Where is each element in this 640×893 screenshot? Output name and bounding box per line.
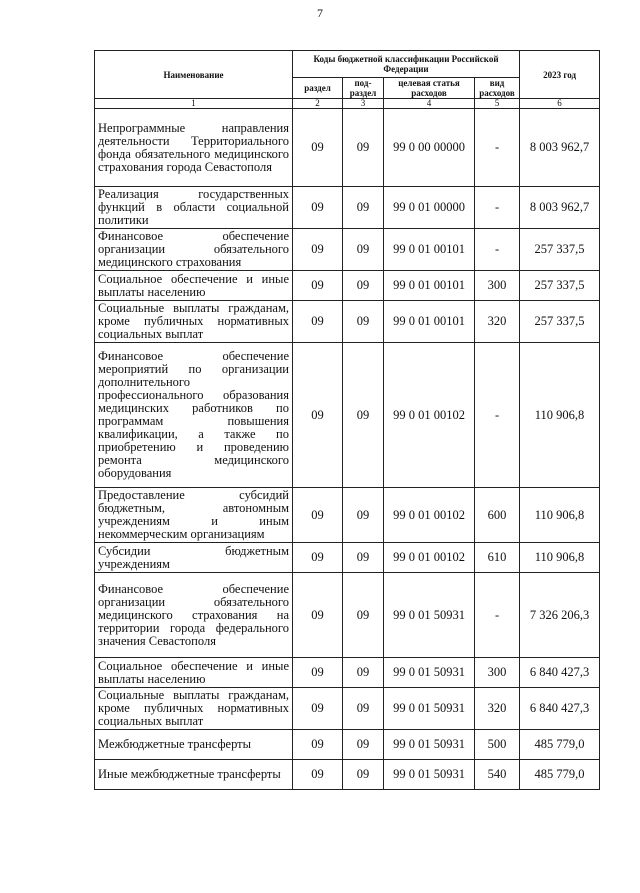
row-vid: 320 [475,301,520,343]
row-cel-statya: 99 0 01 50931 [384,573,475,658]
row-podrazdel: 09 [343,760,384,790]
row-podrazdel: 09 [343,543,384,573]
row-podrazdel: 09 [343,730,384,760]
row-vid: - [475,573,520,658]
row-vid: 300 [475,271,520,301]
row-cel-statya: 99 0 01 00102 [384,343,475,488]
col-number: 2 [293,99,343,109]
row-cel-statya: 99 0 00 00000 [384,109,475,187]
row-vid: 500 [475,730,520,760]
row-cel-statya: 99 0 01 00101 [384,271,475,301]
row-name: Социальное обеспечение и иные выплаты населению [95,658,293,688]
table-row [95,488,600,543]
row-podrazdel: 09 [343,187,384,229]
table-row [95,301,600,343]
row-name: Предоставление субсидий бюджетным, автономным учреждениям и иным некоммерческим организациям [95,488,293,543]
row-sum: 485 779,0 [520,730,600,760]
page-number: 7 [317,6,323,20]
row-sum: 110 906,8 [520,488,600,543]
row-sum: 8 003 962,7 [520,109,600,187]
row-name: Социальное обеспечение и иные выплаты населению [95,271,293,301]
header-vid: вид расходов [475,78,520,99]
row-podrazdel: 09 [343,658,384,688]
row-name: Субсидии бюджетным учреждениям [95,543,293,573]
header-year: 2023 год [520,51,600,99]
row-sum: 257 337,5 [520,271,600,301]
row-vid: 300 [475,658,520,688]
row-podrazdel: 09 [343,229,384,271]
col-number: 1 [95,99,293,109]
row-razdel: 09 [293,187,343,229]
row-cel-statya: 99 0 01 00102 [384,488,475,543]
col-number: 6 [520,99,600,109]
row-name: Финансовое обеспечение организации обязательного медицинского страхования на территории города федерального значения Севастополя [95,573,293,658]
row-cel-statya: 99 0 01 50931 [384,688,475,730]
table-row [95,343,600,488]
table-row [95,187,600,229]
budget-table [94,50,600,790]
row-razdel: 09 [293,688,343,730]
row-razdel: 09 [293,760,343,790]
row-razdel: 09 [293,229,343,271]
table-row [95,109,600,187]
col-number: 4 [384,99,475,109]
row-razdel: 09 [293,343,343,488]
row-sum: 110 906,8 [520,343,600,488]
row-cel-statya: 99 0 01 50931 [384,658,475,688]
row-vid: 320 [475,688,520,730]
row-vid: 610 [475,543,520,573]
row-razdel: 09 [293,573,343,658]
row-name: Межбюджетные трансферты [95,730,293,760]
row-name: Реализация государственных функций в области социальной политики [95,187,293,229]
header-razdel: раздел [293,78,343,99]
row-podrazdel: 09 [343,688,384,730]
row-sum: 257 337,5 [520,301,600,343]
row-podrazdel: 09 [343,343,384,488]
row-vid: - [475,109,520,187]
row-cel-statya: 99 0 01 00102 [384,543,475,573]
row-sum: 8 003 962,7 [520,187,600,229]
table-row [95,573,600,658]
row-name: Финансовое обеспечение мероприятий по организации дополнительного профессионального образования медицинских работников по программам повышения квалификации, а также по приобретению и проведению ремонта медицинского оборудования [95,343,293,488]
row-razdel: 09 [293,543,343,573]
row-cel-statya: 99 0 01 00000 [384,187,475,229]
row-name: Социальные выплаты гражданам, кроме публичных нормативных социальных выплат [95,301,293,343]
row-name: Социальные выплаты гражданам, кроме публичных нормативных социальных выплат [95,688,293,730]
table-row [95,730,600,760]
row-podrazdel: 09 [343,488,384,543]
table-row [95,229,600,271]
row-sum: 7 326 206,3 [520,573,600,658]
row-razdel: 09 [293,488,343,543]
table-row [95,688,600,730]
column-numbers-row [95,99,600,109]
row-sum: 6 840 427,3 [520,658,600,688]
col-number: 3 [343,99,384,109]
row-sum: 257 337,5 [520,229,600,271]
col-number: 5 [475,99,520,109]
row-vid: - [475,229,520,271]
row-vid: - [475,187,520,229]
row-podrazdel: 09 [343,271,384,301]
row-razdel: 09 [293,271,343,301]
table-row [95,760,600,790]
row-razdel: 09 [293,301,343,343]
header-podrazdel: под-раздел [343,78,384,99]
row-name: Финансовое обеспечение организации обязательного медицинского страхования [95,229,293,271]
row-vid: 600 [475,488,520,543]
row-sum: 485 779,0 [520,760,600,790]
table-row [95,271,600,301]
header-codes: Коды бюджетной классификации Российской Федерации [293,51,520,78]
row-cel-statya: 99 0 01 50931 [384,760,475,790]
row-razdel: 09 [293,109,343,187]
row-vid: 540 [475,760,520,790]
row-cel-statya: 99 0 01 00101 [384,229,475,271]
row-razdel: 09 [293,730,343,760]
row-sum: 110 906,8 [520,543,600,573]
row-cel-statya: 99 0 01 50931 [384,730,475,760]
table-row [95,543,600,573]
row-sum: 6 840 427,3 [520,688,600,730]
row-name: Иные межбюджетные трансферты [95,760,293,790]
table-row [95,658,600,688]
row-name: Непрограммные направления деятельности Территориального фонда обязательного медицинского страхования города Севастополя [95,109,293,187]
row-podrazdel: 09 [343,573,384,658]
header-cel-statya: целевая статья расходов [384,78,475,99]
row-podrazdel: 09 [343,109,384,187]
header-name: Наименование [95,51,293,99]
row-razdel: 09 [293,658,343,688]
row-cel-statya: 99 0 01 00101 [384,301,475,343]
row-podrazdel: 09 [343,301,384,343]
row-vid: - [475,343,520,488]
